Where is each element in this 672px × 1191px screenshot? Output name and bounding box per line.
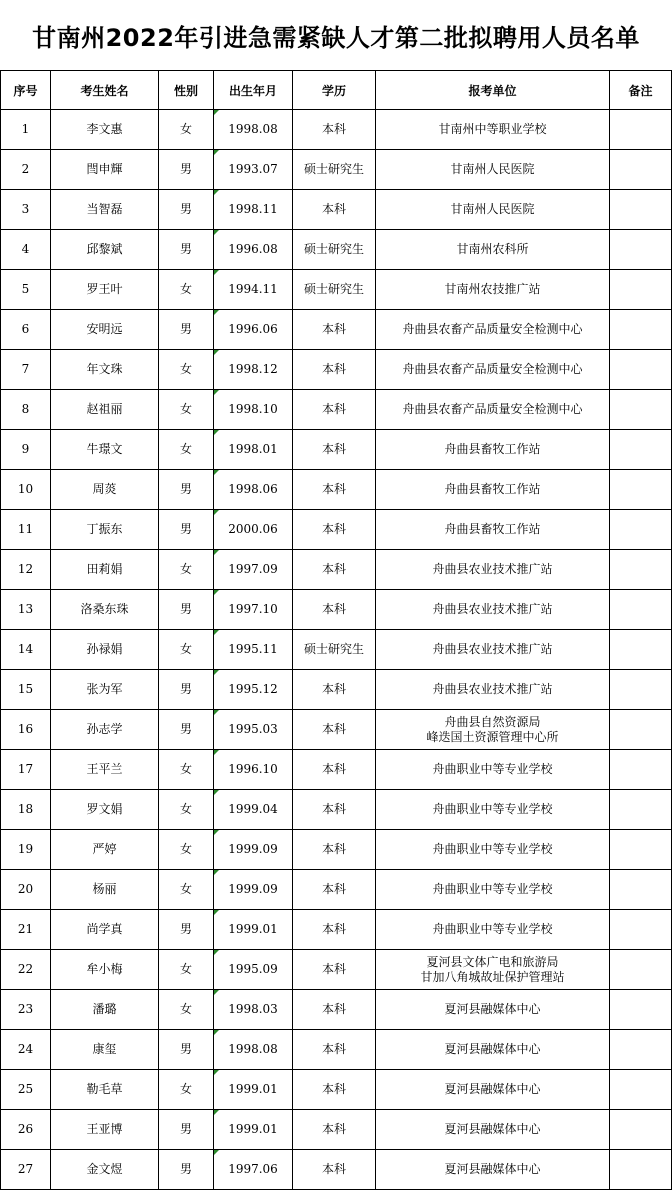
cell-unit (376, 310, 610, 350)
header-name: 考生姓名 (51, 71, 159, 110)
cell-education: 本科 (293, 470, 376, 510)
cell-birth: 1998.03 (214, 990, 293, 1030)
cell-unit (376, 1030, 610, 1070)
cell-name: 孙志学 (51, 710, 159, 750)
cell-name: 丁振东 (51, 510, 159, 550)
cell-name: 张为军 (51, 670, 159, 710)
cell-gender: 男 (159, 590, 214, 630)
cell-gender: 女 (159, 750, 214, 790)
cell-seq: 6 (1, 310, 51, 350)
cell-education: 本科 (293, 990, 376, 1030)
table-row (1, 350, 672, 390)
cell-seq: 12 (1, 550, 51, 590)
cell-unit (376, 1110, 610, 1150)
unit-line: 舟曲县农业技术推广站 (432, 602, 553, 616)
table-row (1, 710, 672, 750)
cell-seq: 8 (1, 390, 51, 430)
table-row (1, 830, 672, 870)
cell-birth: 1995.09 (214, 950, 293, 990)
cell-remark (610, 190, 672, 230)
cell-seq: 27 (1, 1150, 51, 1190)
header-unit: 报考单位 (376, 71, 610, 110)
cell-gender: 女 (159, 350, 214, 390)
cell-name: 年文珠 (51, 350, 159, 390)
cell-gender: 男 (159, 910, 214, 950)
cell-remark (610, 990, 672, 1030)
cell-seq: 26 (1, 1110, 51, 1150)
cell-unit (376, 790, 610, 830)
cell-birth: 1998.10 (214, 390, 293, 430)
cell-name: 康玺 (51, 1030, 159, 1070)
cell-seq: 15 (1, 670, 51, 710)
cell-unit (376, 270, 610, 310)
cell-birth: 1996.06 (214, 310, 293, 350)
cell-name: 牟小梅 (51, 950, 159, 990)
table-row (1, 910, 672, 950)
table-row (1, 510, 672, 550)
cell-seq: 10 (1, 470, 51, 510)
cell-birth: 1998.08 (214, 1030, 293, 1070)
cell-education: 本科 (293, 830, 376, 870)
cell-remark (610, 510, 672, 550)
cell-name: 罗文娟 (51, 790, 159, 830)
cell-name: 安明远 (51, 310, 159, 350)
cell-birth: 1999.01 (214, 1110, 293, 1150)
cell-gender: 女 (159, 550, 214, 590)
table-row (1, 950, 672, 990)
unit-line: 舟曲县农业技术推广站 (432, 682, 553, 696)
cell-gender: 女 (159, 870, 214, 910)
cell-seq: 14 (1, 630, 51, 670)
cell-unit (376, 990, 610, 1030)
table-row (1, 190, 672, 230)
cell-education: 本科 (293, 310, 376, 350)
cell-gender: 女 (159, 390, 214, 430)
cell-birth: 1997.09 (214, 550, 293, 590)
cell-gender: 男 (159, 1110, 214, 1150)
cell-name: 严婷 (51, 830, 159, 870)
cell-birth: 1999.01 (214, 1070, 293, 1110)
cell-seq: 25 (1, 1070, 51, 1110)
cell-remark (610, 710, 672, 750)
unit-line: 舟曲职业中等专业学校 (432, 762, 553, 776)
table-row (1, 110, 672, 150)
cell-seq: 5 (1, 270, 51, 310)
cell-unit (376, 750, 610, 790)
cell-name: 王平兰 (51, 750, 159, 790)
cell-name: 李文惠 (51, 110, 159, 150)
cell-gender: 女 (159, 270, 214, 310)
cell-birth: 1998.08 (214, 110, 293, 150)
cell-gender: 男 (159, 230, 214, 270)
unit-line: 夏河县融媒体中心 (444, 1042, 541, 1056)
cell-seq: 24 (1, 1030, 51, 1070)
table-row (1, 550, 672, 590)
cell-education: 硕士研究生 (293, 150, 376, 190)
cell-unit (376, 710, 610, 750)
cell-education: 本科 (293, 870, 376, 910)
table-row (1, 870, 672, 910)
cell-remark (610, 630, 672, 670)
cell-education: 本科 (293, 790, 376, 830)
cell-education: 本科 (293, 190, 376, 230)
table-row (1, 1150, 672, 1190)
cell-unit (376, 1070, 610, 1110)
cell-remark (610, 430, 672, 470)
table-row (1, 630, 672, 670)
cell-birth: 1998.11 (214, 190, 293, 230)
cell-gender: 女 (159, 110, 214, 150)
unit-line: 甘加八角城故址保护管理站 (420, 969, 565, 984)
unit-line: 舟曲县畜牧工作站 (444, 482, 541, 496)
cell-remark (610, 1030, 672, 1070)
cell-education: 本科 (293, 1070, 376, 1110)
cell-unit (376, 550, 610, 590)
cell-birth: 1995.12 (214, 670, 293, 710)
cell-birth: 1998.12 (214, 350, 293, 390)
cell-seq: 13 (1, 590, 51, 630)
cell-unit (376, 950, 610, 990)
table-row (1, 270, 672, 310)
cell-education: 本科 (293, 1030, 376, 1070)
cell-unit (376, 870, 610, 910)
cell-unit (376, 510, 610, 550)
cell-name: 赵祖丽 (51, 390, 159, 430)
cell-education: 本科 (293, 750, 376, 790)
cell-gender: 女 (159, 790, 214, 830)
cell-birth: 1995.11 (214, 630, 293, 670)
cell-remark (610, 750, 672, 790)
unit-line: 甘南州中等职业学校 (438, 122, 547, 136)
cell-unit (376, 150, 610, 190)
cell-seq: 1 (1, 110, 51, 150)
cell-birth: 1998.01 (214, 430, 293, 470)
cell-name: 勒毛草 (51, 1070, 159, 1110)
cell-remark (610, 870, 672, 910)
cell-remark (610, 790, 672, 830)
unit-line: 舟曲县农业技术推广站 (432, 562, 553, 576)
unit-line: 舟曲职业中等专业学校 (432, 802, 553, 816)
cell-unit (376, 390, 610, 430)
cell-education: 本科 (293, 950, 376, 990)
cell-gender: 男 (159, 710, 214, 750)
cell-birth: 1997.10 (214, 590, 293, 630)
cell-remark (610, 550, 672, 590)
cell-gender: 男 (159, 510, 214, 550)
cell-gender: 男 (159, 470, 214, 510)
cell-remark (610, 310, 672, 350)
cell-education: 本科 (293, 710, 376, 750)
unit-line: 舟曲职业中等专业学校 (432, 882, 553, 896)
cell-gender: 女 (159, 630, 214, 670)
cell-gender: 男 (159, 150, 214, 190)
cell-remark (610, 830, 672, 870)
cell-seq: 4 (1, 230, 51, 270)
cell-education: 本科 (293, 390, 376, 430)
unit-line: 舟曲县农畜产品质量安全检测中心 (402, 362, 583, 376)
unit-line: 舟曲职业中等专业学校 (432, 842, 553, 856)
table-header (1, 71, 672, 110)
cell-unit (376, 110, 610, 150)
cell-seq: 21 (1, 910, 51, 950)
cell-remark (610, 1110, 672, 1150)
cell-unit (376, 230, 610, 270)
table-row (1, 1070, 672, 1110)
cell-unit (376, 190, 610, 230)
cell-birth: 1993.07 (214, 150, 293, 190)
header-education: 学历 (293, 71, 376, 110)
cell-birth: 1999.01 (214, 910, 293, 950)
cell-education: 硕士研究生 (293, 230, 376, 270)
unit-line: 甘南州人民医院 (450, 162, 535, 176)
cell-unit (376, 590, 610, 630)
cell-name: 周菼 (51, 470, 159, 510)
header-remark: 备注 (610, 71, 672, 110)
cell-name: 杨丽 (51, 870, 159, 910)
cell-birth: 2000.06 (214, 510, 293, 550)
unit-line: 舟曲县农畜产品质量安全检测中心 (402, 402, 583, 416)
cell-seq: 9 (1, 430, 51, 470)
cell-gender: 男 (159, 1150, 214, 1190)
cell-seq: 18 (1, 790, 51, 830)
cell-name: 潘璐 (51, 990, 159, 1030)
cell-seq: 19 (1, 830, 51, 870)
cell-name: 牛璟文 (51, 430, 159, 470)
table-row (1, 150, 672, 190)
cell-unit (376, 1150, 610, 1190)
cell-birth: 1999.09 (214, 830, 293, 870)
cell-birth: 1996.10 (214, 750, 293, 790)
cell-remark (610, 110, 672, 150)
cell-seq: 20 (1, 870, 51, 910)
cell-seq: 11 (1, 510, 51, 550)
cell-gender: 女 (159, 990, 214, 1030)
cell-unit (376, 830, 610, 870)
table-row (1, 430, 672, 470)
unit-line: 夏河县融媒体中心 (444, 1002, 541, 1016)
cell-unit (376, 670, 610, 710)
header-gender: 性别 (159, 71, 214, 110)
cell-birth: 1997.06 (214, 1150, 293, 1190)
cell-name: 邱黎斌 (51, 230, 159, 270)
unit-line: 舟曲县自然资源局 (444, 714, 541, 729)
cell-education: 硕士研究生 (293, 270, 376, 310)
cell-birth: 1994.11 (214, 270, 293, 310)
unit-line: 舟曲县畜牧工作站 (444, 442, 541, 456)
cell-education: 本科 (293, 1110, 376, 1150)
table-row (1, 750, 672, 790)
cell-gender: 男 (159, 1030, 214, 1070)
table-row (1, 390, 672, 430)
cell-name: 洛桑东珠 (51, 590, 159, 630)
cell-name: 閆申輝 (51, 150, 159, 190)
header-birth: 出生年月 (214, 71, 293, 110)
candidate-table (0, 70, 672, 1190)
cell-seq: 17 (1, 750, 51, 790)
cell-gender: 男 (159, 310, 214, 350)
cell-seq: 22 (1, 950, 51, 990)
cell-birth: 1999.04 (214, 790, 293, 830)
cell-remark (610, 390, 672, 430)
unit-line: 舟曲县农业技术推广站 (432, 642, 553, 656)
cell-name: 金文煜 (51, 1150, 159, 1190)
cell-remark (610, 1150, 672, 1190)
cell-gender: 男 (159, 190, 214, 230)
cell-education: 本科 (293, 910, 376, 950)
cell-seq: 3 (1, 190, 51, 230)
cell-education: 本科 (293, 590, 376, 630)
cell-remark (610, 470, 672, 510)
cell-education: 本科 (293, 1150, 376, 1190)
unit-line: 夏河县融媒体中心 (444, 1122, 541, 1136)
cell-seq: 2 (1, 150, 51, 190)
cell-unit (376, 350, 610, 390)
table-row (1, 670, 672, 710)
cell-name: 当智磊 (51, 190, 159, 230)
cell-remark (610, 350, 672, 390)
table-row (1, 990, 672, 1030)
cell-seq: 16 (1, 710, 51, 750)
unit-line: 舟曲职业中等专业学校 (432, 922, 553, 936)
cell-unit (376, 630, 610, 670)
cell-gender: 女 (159, 1070, 214, 1110)
cell-remark (610, 1070, 672, 1110)
cell-unit (376, 910, 610, 950)
cell-gender: 女 (159, 950, 214, 990)
table-row (1, 310, 672, 350)
cell-education: 本科 (293, 110, 376, 150)
unit-line: 甘南州人民医院 (450, 202, 535, 216)
table-row (1, 1110, 672, 1150)
unit-line: 甘南州农科所 (456, 242, 529, 256)
cell-name: 孙禄娟 (51, 630, 159, 670)
table-row (1, 1030, 672, 1070)
cell-education: 本科 (293, 670, 376, 710)
cell-remark (610, 670, 672, 710)
table-row (1, 470, 672, 510)
cell-birth: 1995.03 (214, 710, 293, 750)
cell-remark (610, 590, 672, 630)
table-row (1, 790, 672, 830)
cell-name: 罗王叶 (51, 270, 159, 310)
header-seq: 序号 (1, 71, 51, 110)
cell-gender: 男 (159, 670, 214, 710)
cell-gender: 女 (159, 430, 214, 470)
cell-gender: 女 (159, 830, 214, 870)
cell-education: 本科 (293, 510, 376, 550)
cell-education: 硕士研究生 (293, 630, 376, 670)
cell-remark (610, 270, 672, 310)
cell-seq: 7 (1, 350, 51, 390)
cell-name: 田莉娟 (51, 550, 159, 590)
cell-birth: 1999.09 (214, 870, 293, 910)
cell-name: 王亚博 (51, 1110, 159, 1150)
cell-education: 本科 (293, 550, 376, 590)
unit-line: 峰迭国土资源管理中心所 (426, 729, 559, 744)
cell-education: 本科 (293, 430, 376, 470)
cell-remark (610, 950, 672, 990)
unit-line: 夏河县融媒体中心 (444, 1082, 541, 1096)
table-row (1, 230, 672, 270)
cell-remark (610, 150, 672, 190)
cell-birth: 1998.06 (214, 470, 293, 510)
cell-name: 尚学真 (51, 910, 159, 950)
cell-birth: 1996.08 (214, 230, 293, 270)
unit-line: 夏河县文体广电和旅游局 (426, 954, 559, 969)
cell-seq: 23 (1, 990, 51, 1030)
unit-line: 舟曲县畜牧工作站 (444, 522, 541, 536)
unit-line: 甘南州农技推广站 (444, 282, 541, 296)
unit-line: 舟曲县农畜产品质量安全检测中心 (402, 322, 583, 336)
cell-remark (610, 910, 672, 950)
cell-unit (376, 430, 610, 470)
unit-line: 夏河县融媒体中心 (444, 1162, 541, 1176)
cell-remark (610, 230, 672, 270)
cell-education: 本科 (293, 350, 376, 390)
table-row (1, 590, 672, 630)
cell-unit (376, 470, 610, 510)
page-title: 甘南州2022年引进急需紧缺人才第二批拟聘用人员名单 (32, 23, 640, 52)
